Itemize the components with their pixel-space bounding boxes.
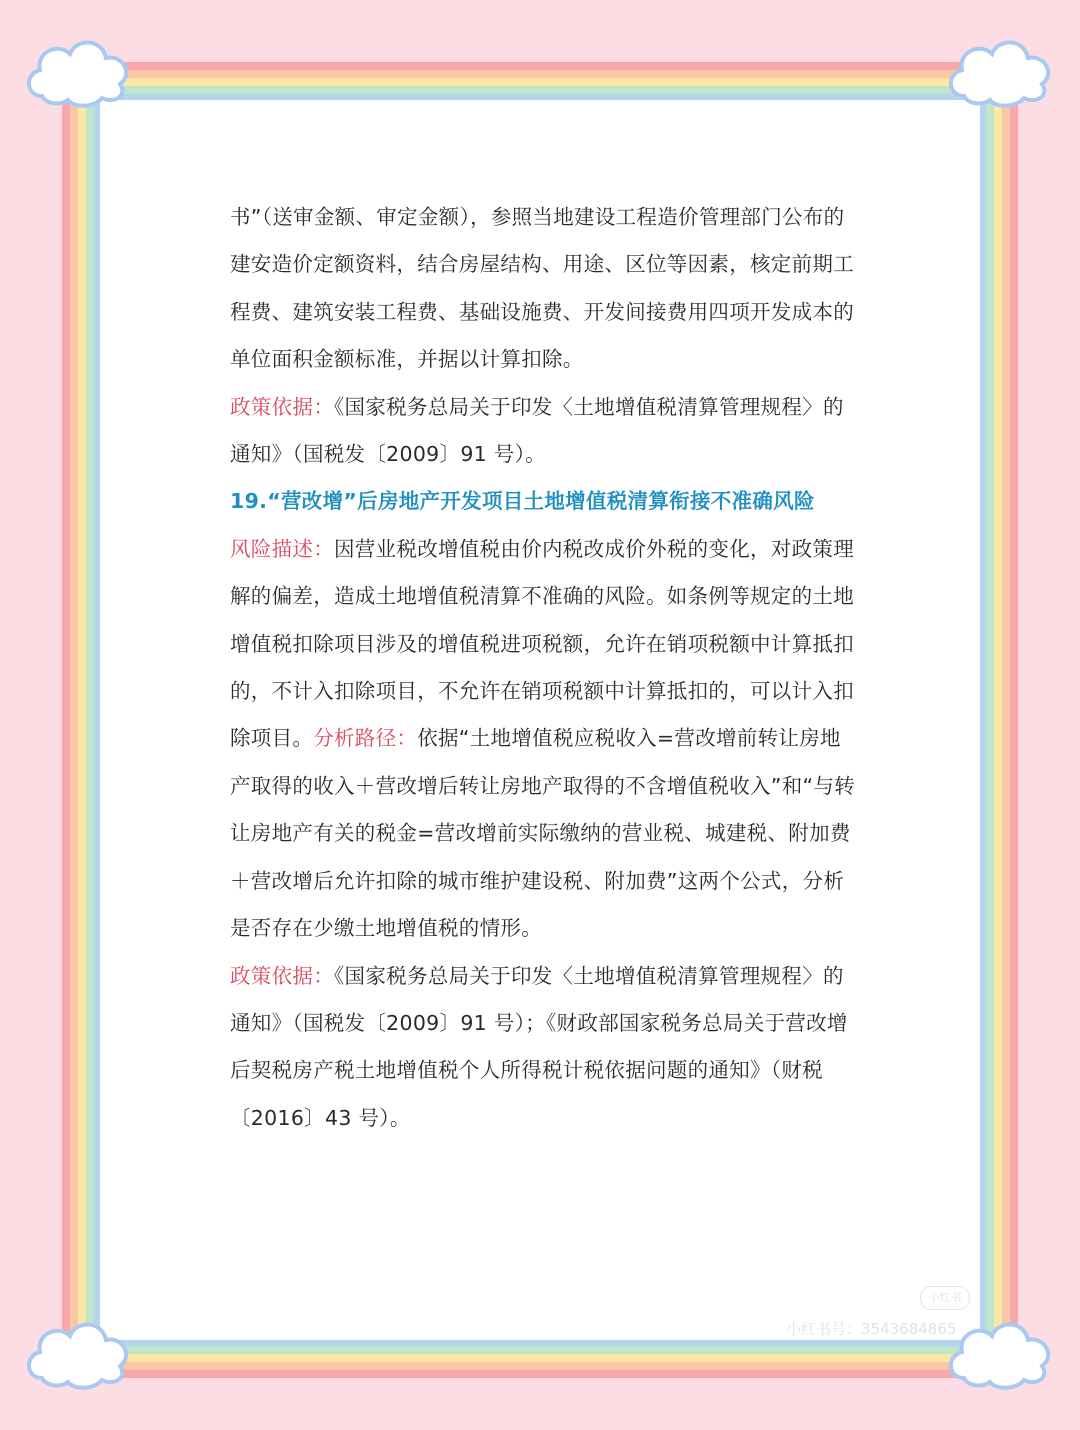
paragraph-construction-cost: 书”（送审金额、审定金额），参照当地建设工程造价管理部门公布的建安造价定额资料，结合房屋结构、用途、区位等因素，核定前期工程费、建筑安装工程费、基础设施费、开发间接费用四项开发成本的单位面积金额标准，并据以计算扣除。 [230, 205, 854, 372]
cloud-icon [944, 30, 1056, 112]
policy-basis-label: 政策依据： [230, 963, 334, 988]
cloud-icon [22, 30, 134, 112]
risk-description-text: 因营业税改增值税由价内税改成价外税的变化，对政策理解的偏差，造成土地增值税清算不准确的风险。如条例等规定的土地增值税扣除项目涉及的增值税进项税额，允许在销项税额中计算抵扣的，不计入扣除项目，不允许在销项税额中计算抵扣的，可以计入扣除项目。 [230, 536, 854, 751]
policy-basis-paragraph [230, 384, 860, 479]
cloud-icon [22, 1312, 134, 1394]
policy-basis-paragraph [230, 953, 860, 1143]
risk-description-label: 风险描述： [230, 536, 334, 561]
policy-basis-text: 《国家税务总局关于印发〈土地增值税清算管理规程〉的通知》（国税发〔2009〕91 号）。 [230, 394, 844, 467]
risk-paragraph [230, 526, 860, 953]
cloud-icon [944, 1312, 1056, 1394]
rainbow-border-left [62, 62, 102, 1378]
watermark-logo: 小红书 [920, 1286, 970, 1310]
rainbow-border-bottom [62, 1338, 1018, 1378]
policy-basis-text: 《国家税务总局关于印发〈土地增值税清算管理规程〉的通知》（国税发〔2009〕91 号）；《财政部国家税务总局关于营改增后契税房产税土地增值税个人所得税计税依据问题的通知》（财税〔2016〕43 号）。 [230, 963, 848, 1130]
rainbow-border-right [978, 62, 1018, 1378]
watermark-id: 小红书号：3543684865 [786, 1320, 957, 1338]
analysis-path-label: 分析路径： [313, 726, 418, 751]
policy-basis-label: 政策依据： [230, 394, 334, 419]
rainbow-border-top [62, 62, 1018, 102]
analysis-path-text: 依据“土地增值税应税收入=营改增前转让房地产取得的收入＋营改增后转让房地产取得的不含增值税收入”和“与转让房地产有关的税金=营改增前实际缴纳的营业税、城建税、附加费＋营改增后允许扣除的城市维护建设税、附加费”这两个公式，分析是否存在少缴土地增值税的情形。 [230, 726, 856, 941]
document-body [230, 194, 860, 1142]
section-heading-19: 19.“营改增”后房地产开发项目土地增值税清算衔接不准确风险 [230, 489, 815, 514]
